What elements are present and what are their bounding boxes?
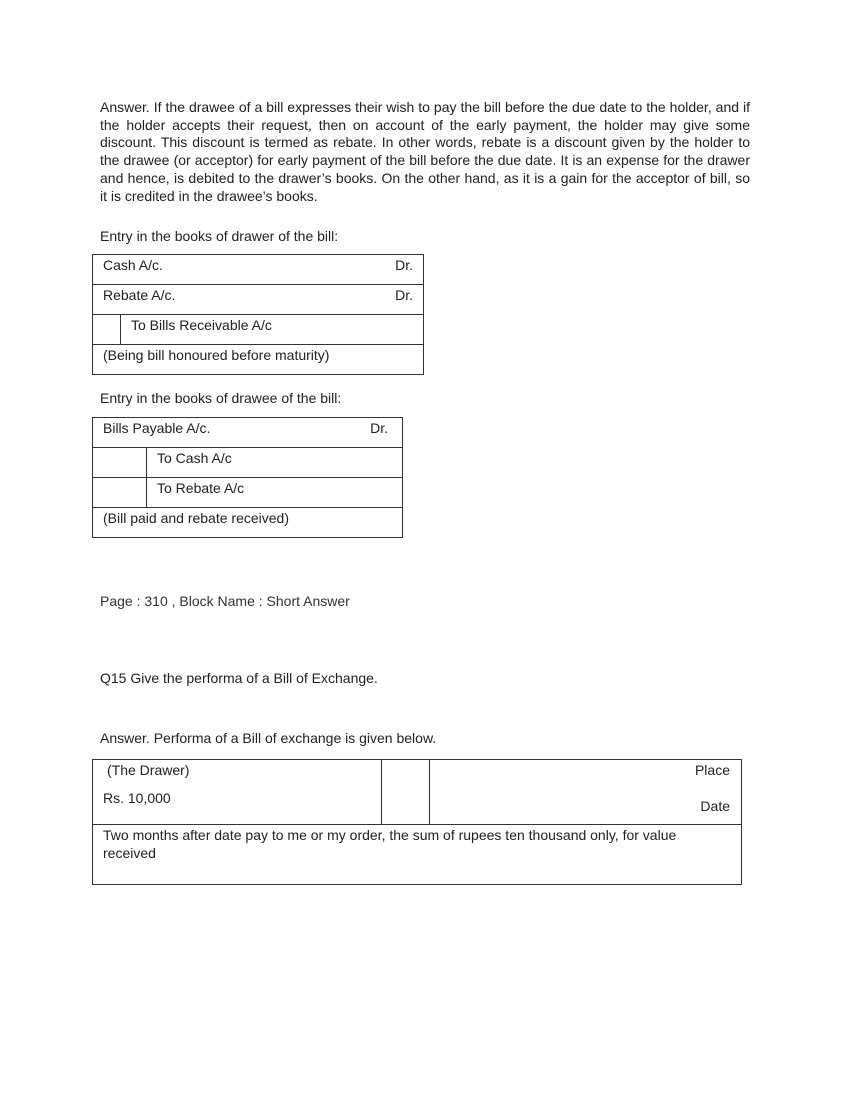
cash-account-label: Cash A/c. [103, 257, 163, 273]
table-row [93, 508, 403, 538]
drawee-journal-table [92, 417, 403, 538]
bills-receivable-label: To Bills Receivable A/c [131, 317, 272, 333]
to-cash-label: To Cash A/c [157, 450, 232, 466]
date-label: Date [700, 798, 730, 814]
to-rebate-label: To Rebate A/c [157, 480, 245, 496]
table-row [93, 760, 742, 825]
narration: (Being bill honoured before maturity) [103, 347, 330, 363]
drawer-entry-heading: Entry in the books of drawer of the bill: [100, 228, 339, 244]
table-row [93, 448, 403, 478]
drawer-label: (The Drawer) [107, 762, 190, 778]
debit-label: Dr. [395, 257, 413, 273]
stamp-cell [382, 760, 430, 825]
drawee-entry-heading: Entry in the books of drawee of the bill: [100, 390, 342, 406]
table-row [93, 255, 424, 285]
table-row [93, 345, 424, 375]
table-row [93, 418, 403, 448]
bill-body-text: Two months after date pay to me or my order, the sum of rupees ten thousand only, for value received [103, 827, 677, 861]
narration: (Bill paid and rebate received) [103, 510, 289, 526]
answer-intro: Answer. Performa of a Bill of exchange is given below. [100, 730, 437, 746]
table-row [93, 478, 403, 508]
debit-label: Dr. [370, 420, 388, 436]
bills-payable-label: Bills Payable A/c. [103, 420, 211, 436]
debit-label: Dr. [395, 287, 413, 303]
place-label: Place [694, 762, 730, 778]
rebate-account-label: Rebate A/c. [103, 287, 176, 303]
table-row [93, 825, 742, 885]
page-info: Page : 310 , Block Name : Short Answer [100, 593, 350, 609]
answer-paragraph: Answer. If the drawee of a bill expresses their wish to pay the bill before the due date to the holder, and if the holder accepts their request, then on account of the early payment, the holder may give some discount. This discount is termed as rebate. In other words, rebate is a discount given by the holder to the drawee (or acceptor) for early payment of the bill before the due date. It is an expense for the drawer and hence, is debited to the drawer’s books. On the other hand, as it is a gain for the acceptor of bill, so it is credited in the drawee’s books. [100, 99, 750, 204]
bill-of-exchange-table [92, 759, 742, 885]
table-row [93, 285, 424, 315]
drawer-journal-table [92, 254, 424, 375]
question-text: Q15 Give the performa of a Bill of Exchange. [100, 670, 378, 686]
amount-label: Rs. 10,000 [103, 790, 171, 806]
table-row [93, 315, 424, 345]
